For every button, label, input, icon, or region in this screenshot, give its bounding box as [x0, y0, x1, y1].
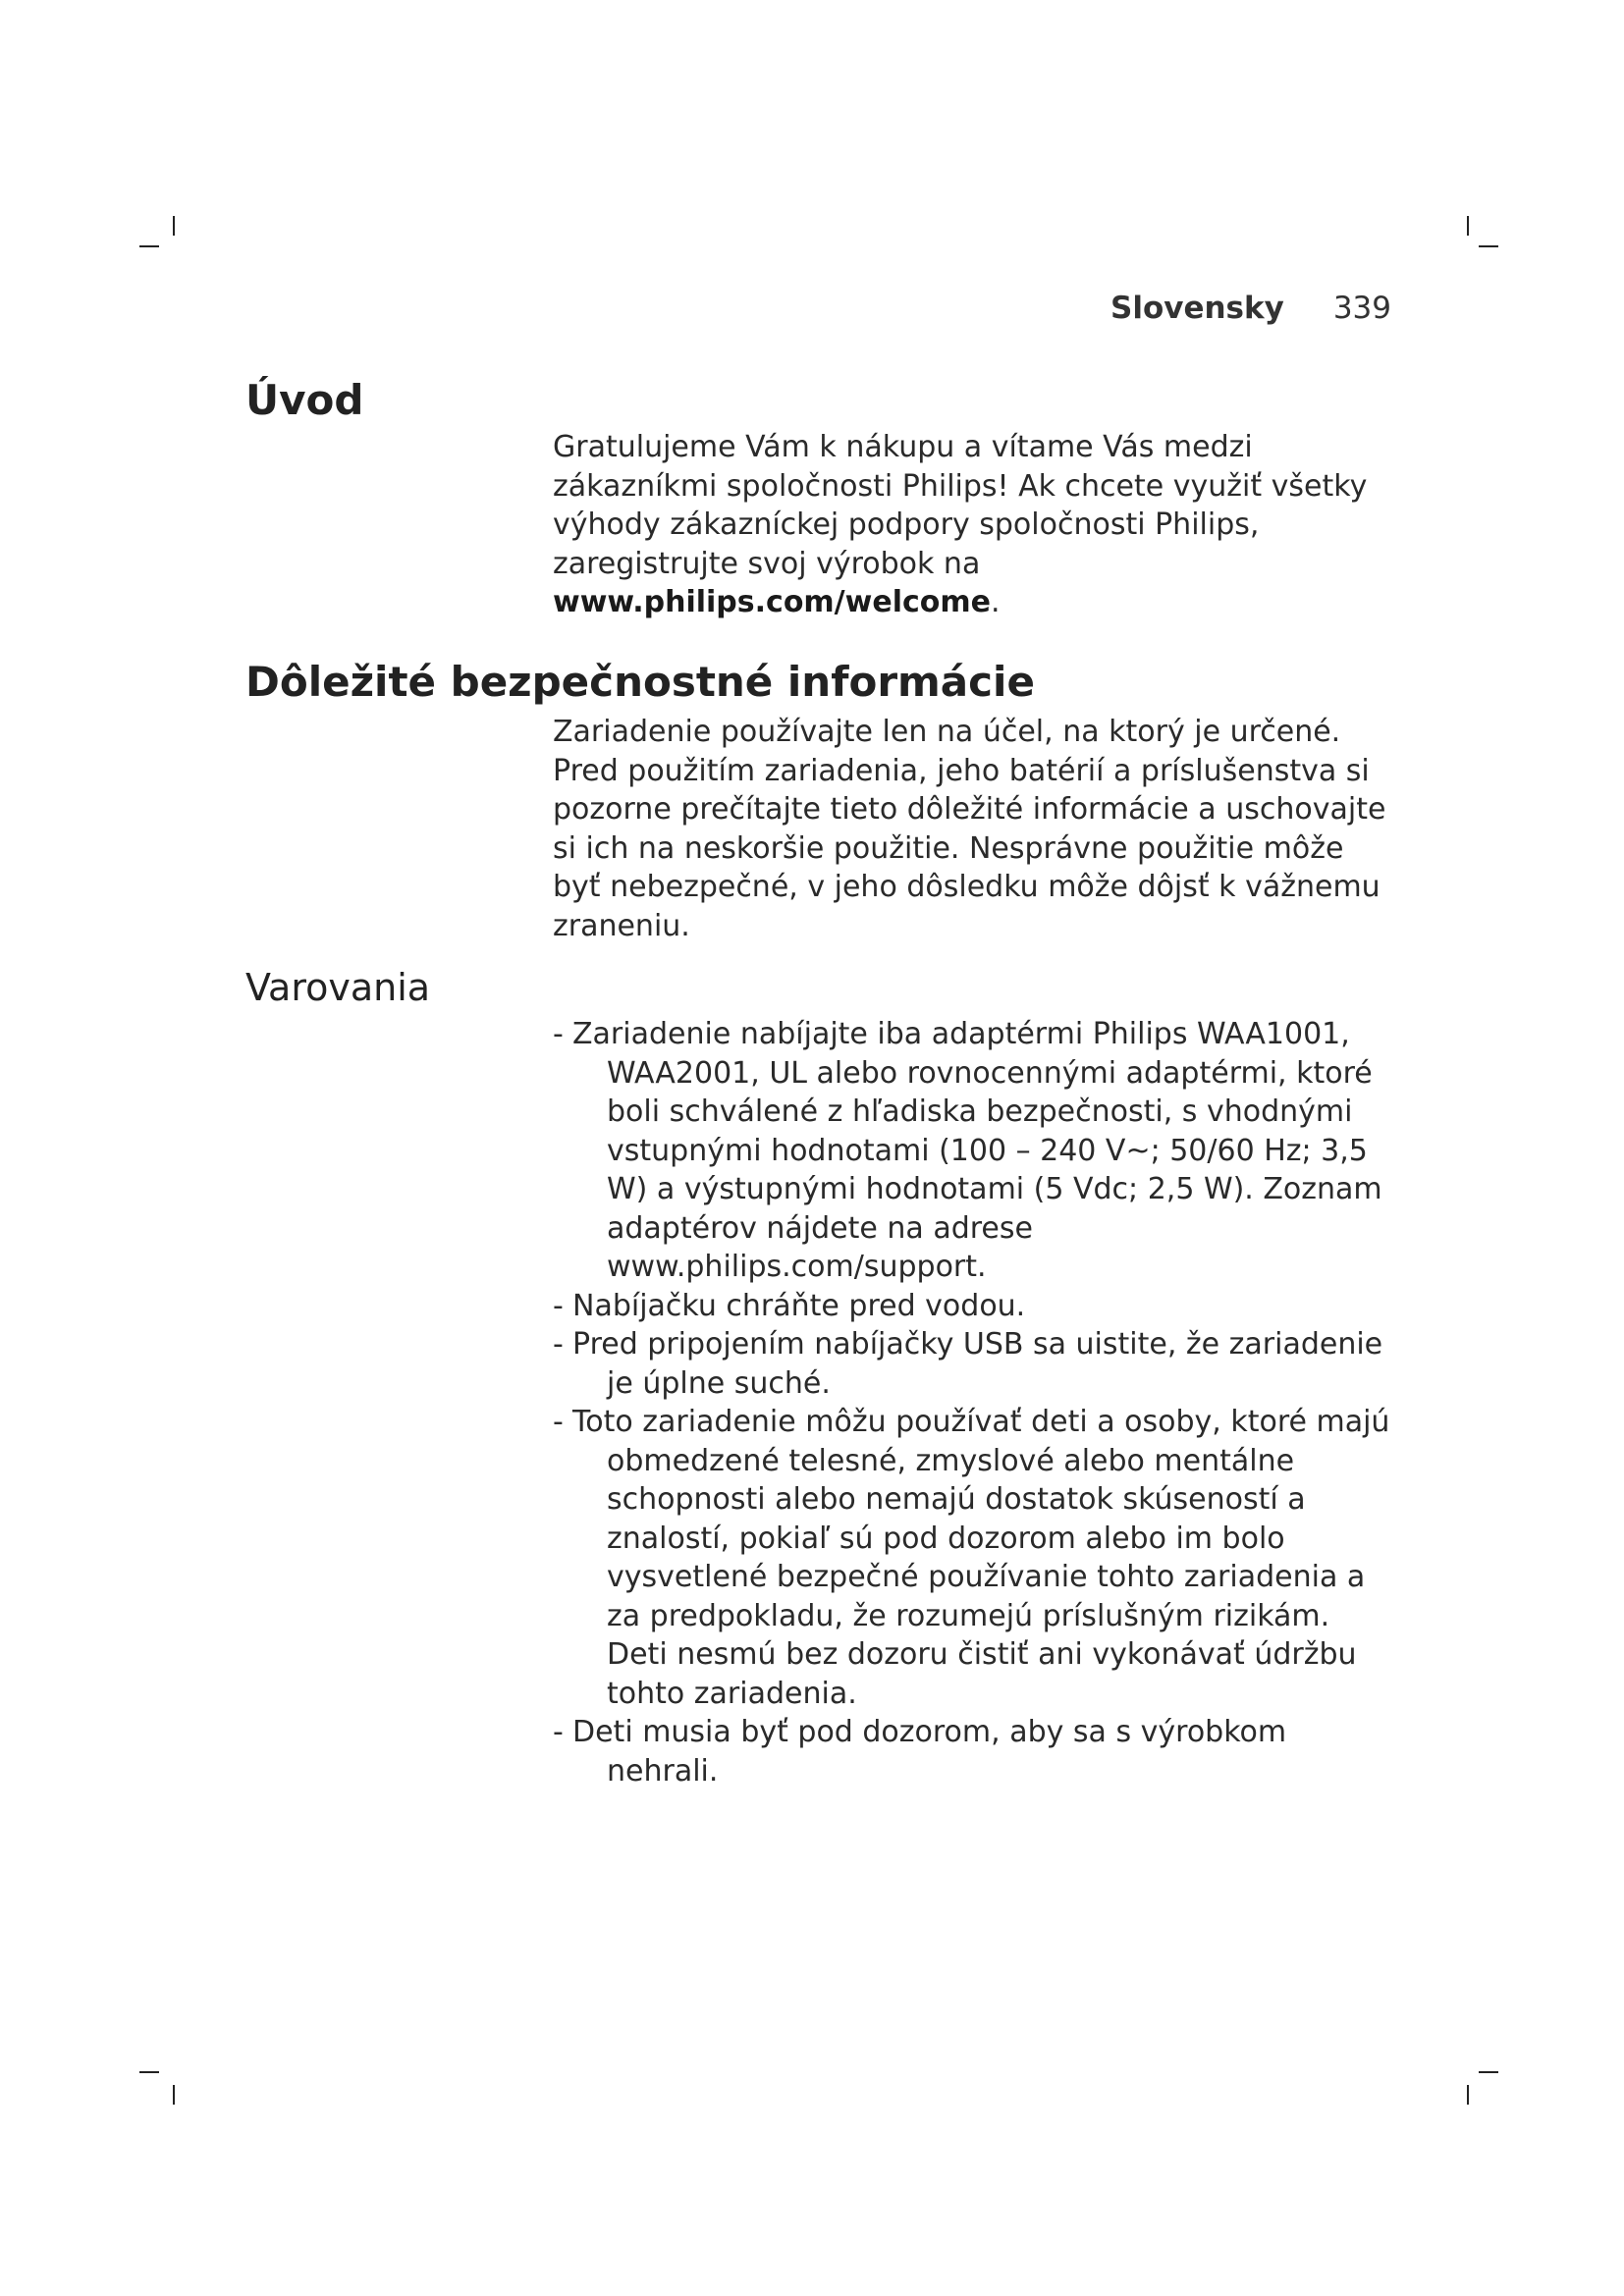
- warning-item: [553, 1713, 1397, 1790]
- bullet-dash: -: [553, 1405, 564, 1439]
- warning-text: Nabíjačku chráňte pred vodou.: [572, 1288, 1026, 1323]
- crop-mark-top-left-v: [173, 216, 175, 236]
- safety-paragraph: Zariadenie používajte len na účel, na ktorý je určené. Pred použitím zariadenia, jeho batérií a príslušenstva si pozorne prečítajte tieto dôležité informácie a uschovajte si ich na neskoršie použitie. Nesprávne použitie môže byť nebezpečné, v jeho dôsledku môže dôjsť k vážnemu zraneniu.: [553, 715, 1386, 943]
- warnings-title: Varovania: [245, 966, 431, 1009]
- header-language: Slovensky: [1110, 291, 1284, 326]
- intro-text: Gratulujeme Vám k nákupu a vítame Vás medzi zákazníkmi spoločnosti Philips! Ak chcete využiť všetky výhody zákazníckej podpory spoločnosti Philips, zaregistrujte svoj výrobok na: [553, 430, 1368, 581]
- warning-item: [553, 1287, 1397, 1326]
- warning-text: Zariadenie nabíjajte iba adaptérmi Philips WAA1001, WAA2001, UL alebo rovnocennými adaptérmi, ktoré boli schválené z hľadiska bezpečnosti, s vhodnými vstupnými hodnotami (100 – 240 V~; 50/60 Hz; 3,5 W) a výstupnými hodnotami (5 Vdc; 2,5 W). Zoznam adaptérov nájdete na adrese www.philips.com/support.: [572, 1017, 1382, 1284]
- warning-item: [553, 1403, 1397, 1713]
- crop-mark-bottom-left-h: [139, 2071, 159, 2073]
- intro-title: Úvod: [245, 376, 364, 424]
- page-number: 339: [1332, 291, 1391, 326]
- crop-mark-bottom-right-v: [1467, 2085, 1469, 2105]
- intro-text-end: .: [991, 585, 1001, 619]
- crop-mark-top-right-v: [1467, 216, 1469, 236]
- crop-mark-top-left-h: [139, 245, 159, 247]
- welcome-link[interactable]: www.philips.com/welcome: [553, 585, 991, 619]
- bullet-dash: -: [553, 1327, 564, 1362]
- warnings-list: [553, 1015, 1397, 1790]
- intro-paragraph: [553, 428, 1397, 622]
- bullet-dash: -: [553, 1017, 564, 1051]
- warning-text: Deti musia byť pod dozorom, aby sa s výrobkom nehrali.: [572, 1715, 1287, 1789]
- warning-item: [553, 1015, 1397, 1287]
- warning-text: Pred pripojením nabíjačky USB sa uistite, že zariadenie je úplne suché.: [572, 1327, 1383, 1401]
- bullet-dash: -: [553, 1288, 564, 1323]
- running-header: [1110, 291, 1391, 326]
- bullet-dash: -: [553, 1715, 564, 1749]
- warning-item: [553, 1325, 1397, 1403]
- crop-mark-top-right-h: [1479, 245, 1498, 247]
- safety-title: Dôležité bezpečnostné informácie: [245, 658, 1035, 706]
- warning-text: Toto zariadenie môžu používať deti a osoby, ktoré majú obmedzené telesné, zmyslové alebo mentálne schopnosti alebo nemajú dostatok skúseností a znalostí, pokiaľ sú pod dozorom alebo im bolo vysvetlené bezpečné používanie tohto zariadenia a za predpokladu, že rozumejú príslušným rizikám. Deti nesmú bez dozoru čistiť ani vykonávať údržbu tohto zariadenia.: [572, 1405, 1390, 1711]
- crop-mark-bottom-left-v: [173, 2085, 175, 2105]
- crop-mark-bottom-right-h: [1479, 2071, 1498, 2073]
